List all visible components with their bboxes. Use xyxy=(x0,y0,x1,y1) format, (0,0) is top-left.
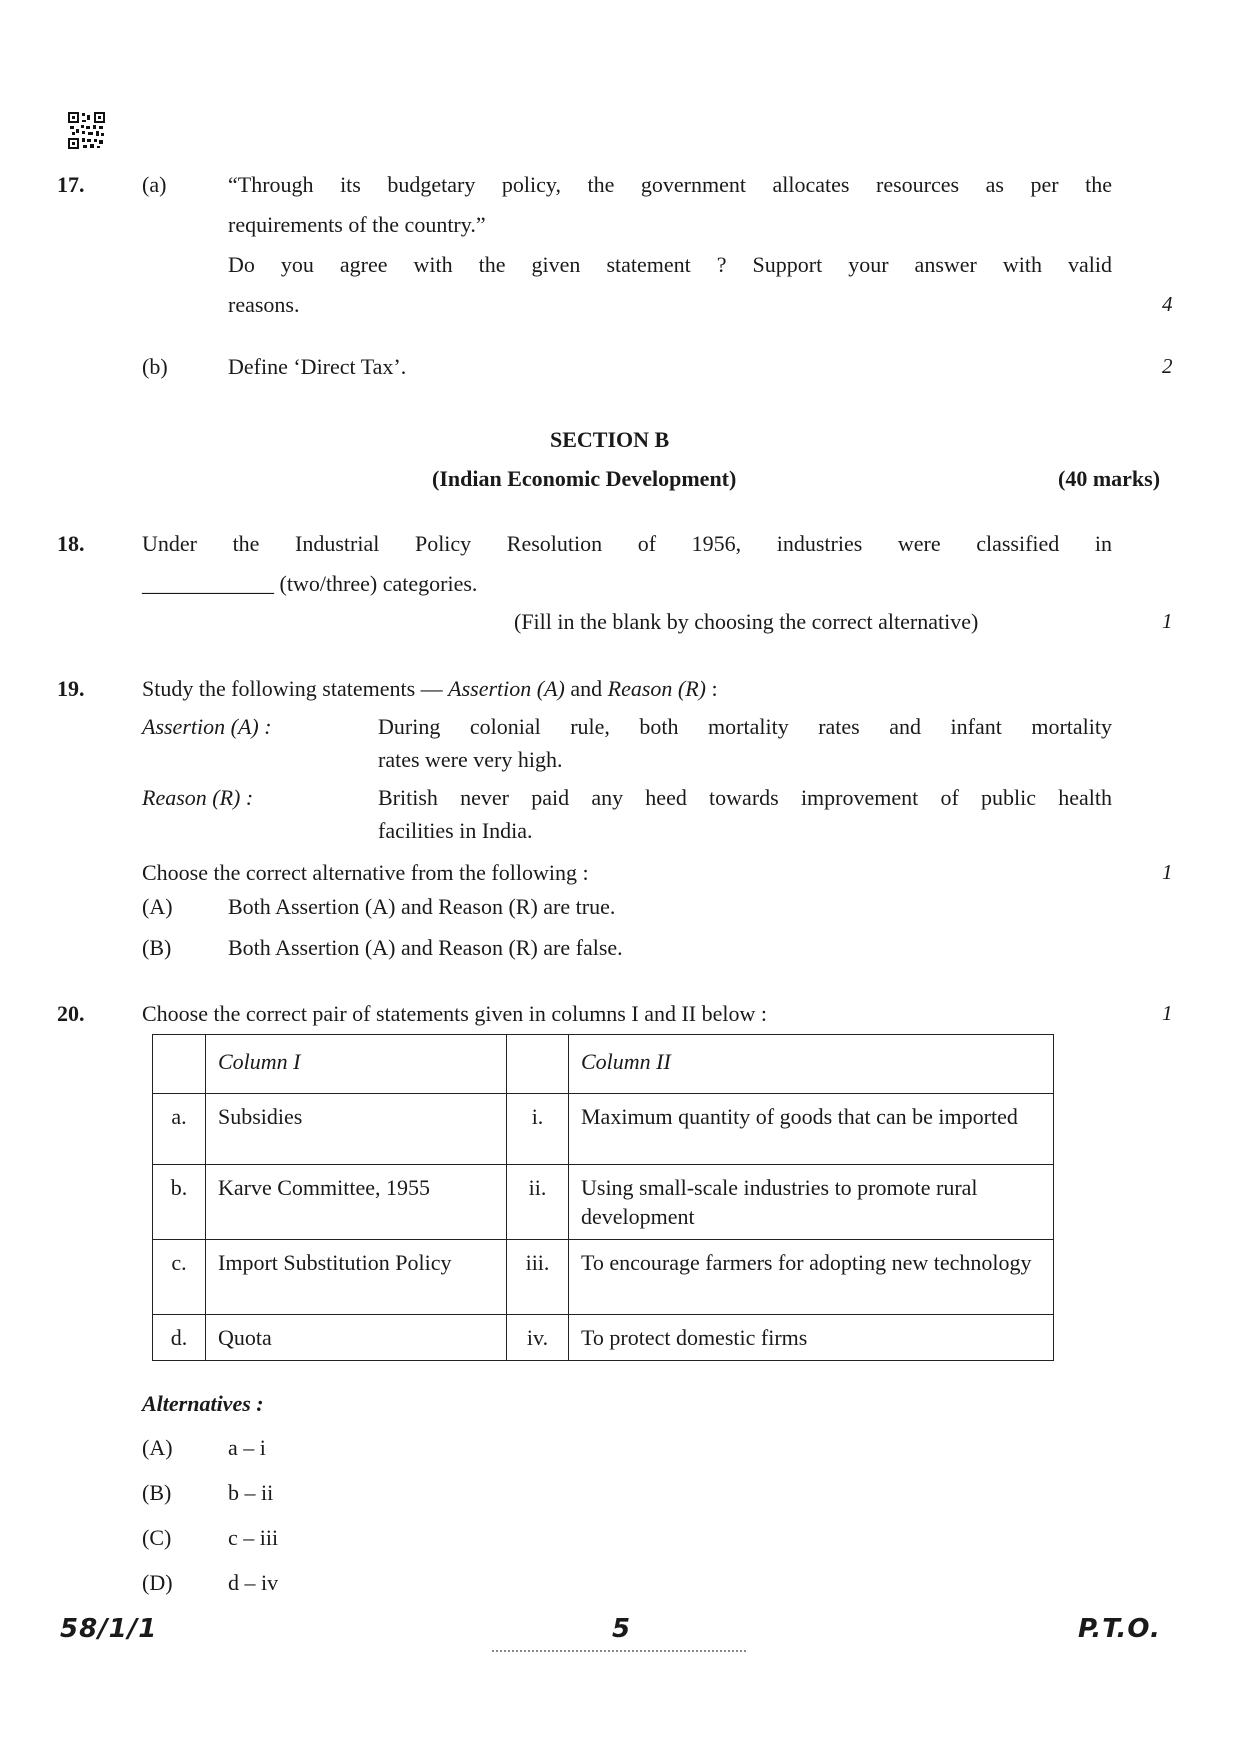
option-label: (A) xyxy=(142,1435,173,1460)
column-two-cell: To protect domestic firms xyxy=(569,1315,1054,1361)
subpart-label: (b) xyxy=(142,354,168,379)
option-text: b – ii xyxy=(228,1480,274,1505)
qr-code-icon xyxy=(68,112,105,149)
option-label: (B) xyxy=(142,1480,172,1505)
question-text: ____________ (two/three) categories. xyxy=(142,571,478,596)
question-text: Choose the correct pair of statements given in columns I and II below : xyxy=(142,1001,767,1026)
reason-label: Reason (R) : xyxy=(142,785,254,810)
question-text: Under the Industrial Policy Resolution of 1956, industries were classified in xyxy=(142,531,1112,556)
assertion-label: Assertion (A) : xyxy=(142,714,272,739)
option-text: d – iv xyxy=(228,1570,279,1595)
question-text: Choose the correct alternative from the following : xyxy=(142,860,589,885)
footer-divider xyxy=(492,1650,748,1652)
assertion-text: During colonial rule, both mortality rates and infant mortality xyxy=(378,714,1112,739)
row-numeral: ii. xyxy=(507,1165,569,1240)
column-two-cell: Maximum quantity of goods that can be imported xyxy=(569,1094,1054,1165)
section-title: SECTION B xyxy=(550,427,670,452)
table-row xyxy=(153,1165,1054,1240)
question-number: 20. xyxy=(57,1001,85,1026)
page-number: 5 xyxy=(612,1614,632,1644)
section-subtitle: (Indian Economic Development) xyxy=(432,466,737,491)
option-text: c – iii xyxy=(228,1525,279,1550)
section-marks: (40 marks) xyxy=(1058,466,1161,491)
question-text: “Through its budgetary policy, the government allocates resources as per the xyxy=(228,172,1112,197)
row-key: a. xyxy=(153,1094,206,1165)
question-text: reasons. xyxy=(228,292,300,317)
option-text: Both Assertion (A) and Reason (R) are true. xyxy=(228,894,616,919)
alternatives-title: Alternatives : xyxy=(142,1391,264,1416)
column-one-cell: Karve Committee, 1955 xyxy=(206,1165,507,1240)
marks: 2 xyxy=(1162,354,1173,378)
marks: 1 xyxy=(1162,609,1173,633)
reason-text: British never paid any heed towards improvement of public health xyxy=(378,785,1112,810)
option-label: (C) xyxy=(142,1525,172,1550)
marks: 1 xyxy=(1162,860,1173,884)
table-row xyxy=(153,1240,1054,1315)
question-number: 17. xyxy=(57,172,85,197)
pto-label: P.T.O. xyxy=(1078,1614,1161,1644)
row-key: b. xyxy=(153,1165,206,1240)
reason-text: facilities in India. xyxy=(378,818,533,843)
assertion-text: rates were very high. xyxy=(378,747,563,772)
match-table xyxy=(152,1034,1054,1361)
row-key: c. xyxy=(153,1240,206,1315)
table-header-row xyxy=(153,1035,1054,1094)
paper-code: 58/1/1 xyxy=(60,1614,158,1644)
table-row xyxy=(153,1315,1054,1361)
option-label: (D) xyxy=(142,1570,173,1595)
row-numeral: iv. xyxy=(507,1315,569,1361)
row-numeral: i. xyxy=(507,1094,569,1165)
table-cell xyxy=(153,1035,206,1094)
column-two-cell: To encourage farmers for adopting new technology xyxy=(569,1240,1054,1315)
column-two-cell: Using small-scale industries to promote rural development xyxy=(569,1165,1054,1240)
question-text: Do you agree with the given statement ? Support your answer with valid xyxy=(228,252,1112,277)
table-cell xyxy=(507,1035,569,1094)
marks: 4 xyxy=(1162,292,1173,316)
option-label: (B) xyxy=(142,935,172,960)
option-text: a – i xyxy=(228,1435,266,1460)
option-text: Both Assertion (A) and Reason (R) are false. xyxy=(228,935,623,960)
row-numeral: iii. xyxy=(507,1240,569,1315)
column-one-cell: Import Substitution Policy xyxy=(206,1240,507,1315)
question-text: Study the following statements — Assertion (A) and Reason (R) : xyxy=(142,676,718,701)
question-number: 19. xyxy=(57,676,85,701)
table-row xyxy=(153,1094,1054,1165)
question-number: 18. xyxy=(57,531,85,556)
column-header: Column II xyxy=(569,1035,1054,1094)
marks: 1 xyxy=(1162,1001,1173,1025)
column-one-cell: Subsidies xyxy=(206,1094,507,1165)
blank-line: ____________ xyxy=(142,571,274,596)
option-label: (A) xyxy=(142,894,173,919)
column-one-cell: Quota xyxy=(206,1315,507,1361)
instruction-text: (Fill in the blank by choosing the correct alternative) xyxy=(514,609,979,634)
question-text: Define ‘Direct Tax’. xyxy=(228,354,407,379)
column-header: Column I xyxy=(206,1035,507,1094)
row-key: d. xyxy=(153,1315,206,1361)
subpart-label: (a) xyxy=(142,172,167,197)
question-text: requirements of the country.” xyxy=(228,212,486,237)
